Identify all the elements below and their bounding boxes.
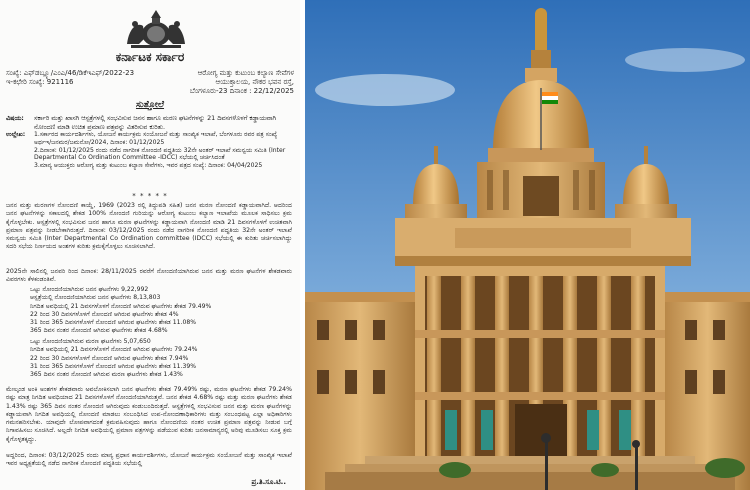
body-paragraph-4: ಅದ್ದರಿಂದ, ದಿನಾಂಕ: 03/12/2025 ರಂದು ಮಾನ್ಯ ಪ್ರಧಾನ ಕಾರ್ಯದರ್ಶಿಗಳು, ಯೋಜನೆ ಕಾರ್ಯಕ್ರಮ ಸಂಯೋಜನೆ ಮತ್ತು ಸಾಂಖ್ಯಿಕ ಇಲಾಖೆ ಇವರ ಅಧ್ಯಕ್ಷತೆಯಲ್ಲಿ ನಡೆದ ನಾಗರೀಕ ನೋಂದಣಿ ಪದ್ಧತಿಯ ಸಭೆಯಲ್ಲಿ <box>6 452 292 468</box>
signature-abbreviation: ಪ್ರ.ತಿ.ಸೂ.ಟಿ.. <box>251 478 286 486</box>
death-stat-item: ಒಟ್ಟು ನೋಂದಣಿಯಾಗಿರುವ ಮರಣ ಘಟನೆಗಳು 5,07,650 <box>30 338 151 345</box>
birth-stat-item: 365 ದಿವಸ ನಂತರ ನೋಂದಣಿ ಆಗಿರುವ ಘಟನೆಗಳು ಶೇಕಡ 4.68% <box>30 327 168 335</box>
efile-number: ಇ-ಕಛೇರಿ ಸಂಖ್ಯೆ: 921116 <box>6 78 74 86</box>
subject-block <box>6 114 294 131</box>
reference-item: 3.ಮಾನ್ಯ ಆಯುಕ್ತರು ಆರೋಗ್ಯ ಮತ್ತು ಕುಟುಂಬ ಕಲ್ಯಾಣ ಸೇವೆಗಳು, ಇವರ ಪತ್ರದ ಸಂಖ್ಯೆ: ದಿನಾಂಕ: 04/04/2025 <box>34 162 263 170</box>
body-paragraph-1: ಜನನ ಮತ್ತು ಮರಣಗಳ ನೋಂದಣಿ ಕಾಯ್ದೆ, 1969 (2023 ರಲ್ಲಿ ತಿದ್ದುಪಡಿ ಸಹಿತ) ಜನನ ಮರಣ ನೋಂದಣಿ ಕಡ್ಡಾಯವಾಗಿದೆ. ಆದರಿಂದ ಜನನ ಘಟನೆಗಳನ್ನು ಸಕಾಲದಲ್ಲಿ ಶೇಕಡ 100% ನೋಂದಣಿ ಗುರಿಯನ್ನು ಆರೋಗ್ಯ ಕುಟುಂಬ ಕಲ್ಯಾಣ ಇಲಾಖೆಯ ಮೂಲಕ ಸಾಧಿಸಲು ಕ್ರಮ ಕೈಗೊಳ್ಳಬೇಕು. ಆಸ್ಪತ್ರೆಗಳಲ್ಲಿ ಸಂಭವಿಸುವ ಜನನ ಹಾಗೂ ಮರಣ ಘಟನೆಗಳನ್ನು ಕಡ್ಡಾಯವಾಗಿ ನೋಂದಣಿ ಮಾಡಿ 21 ದಿವಸಗಳೊಳಗೆ ಉಚಿತವಾಗಿ ಪ್ರಮಾಣ ಪತ್ರವನ್ನು ನೀಡಬೇಕಾಗಿರುತ್ತದೆ. ದಿನಾಂಕ: 03/12/2025 ರಂದು ನಡೆದ ನಾಗರೀಕ ನೋಂದಣಿ ಪದ್ಧತಿಯ 32ನೇ ಅಂತರ್ ಇಲಾಖೆ ಸಮನ್ವಯ ಸಮಿತಿ (Inter Departmental Co Ordination committee (IDCC) ಸಭೆಯಲ್ಲಿ ಈ ಕುರಿತು ಚರ್ಚಿಸಲಾಗಿದ್ದು ಸದರಿ ಸಭೆಯ ನಿರ್ಣಯದ ಅಂಶಗಳ ಕುರಿತು ಕ್ರಮಕೈಗೊಳ್ಳಲು ಸೂಚಿಸಲಾಗಿದೆ. <box>6 202 292 251</box>
body-paragraph-2: 2025ನೇ ಸಾಲಿನಲ್ಲಿ ಜನವರಿ ರಿಂದ ದಿನಾಂಕ: 28/11/2025 ರವರೆಗೆ ನೋಂದಣಿಯಾಗಿರುವ ಜನನ ಮತ್ತು ಮರಣ ಘಟನೆಗಳ ಶೇಕಡವಾರು ವಿವರಗಳು ಕೆಳಕಂಡಂತಿವೆ. <box>6 268 292 284</box>
government-heading: ಕರ್ನಾಟಕ ಸರ್ಕಾರ <box>115 50 185 64</box>
subject-label: ವಿಷಯ: <box>6 114 24 122</box>
reference-row-2 <box>6 78 294 87</box>
reference-row-3 <box>6 87 294 96</box>
subject-text: ಸರ್ಕಾರಿ ಮತ್ತು ಖಾಸಗಿ ಆಸ್ಪತ್ರೆಗಳಲ್ಲಿ ಸಂಭವಿಸುವ ಜನನ ಹಾಗೂ ಮರಣ ಘಟನೆಗಳನ್ನು 21 ದಿವಸಗಳೊಳಗೆ ಕಡ್ಡಾಯವಾಗಿ ನೋಂದಣಿ ಮಾಡಿ ಉಚಿತ ಪ್ರಮಾಣ ಪತ್ರವನ್ನು ವಿತರಿಸುವ ಕುರಿತು. <box>34 114 276 131</box>
department-line-2: ಆಯುಕ್ತಾಲಯ, ನೌಕರ ಭವನ ರಸ್ತೆ, <box>215 78 294 86</box>
birth-stat-item: 22 ರಿಂದ 30 ದಿವಸಗಳೊಳಗೆ ನೋಂದಣಿ ಆಗಿರುವ ಘಟನೆಗಳು ಶೇಕಡ 4% <box>30 310 179 318</box>
death-stat-item: 365 ದಿವಸ ನಂತರ ನೋಂದಣಿ ಆಗಿರುವ ಮರಣ ಘಟನೆಗಳು ಶೇಕಡ 1.43% <box>30 371 183 379</box>
birth-statistics-list <box>30 286 290 336</box>
building-photo <box>305 0 750 490</box>
birth-stat-item: 31 ರಿಂದ 365 ದಿವಸಗಳೊಳಗೆ ನೋಂದಣಿ ಆಗಿರುವ ಘಟನೆಗಳು ಶೇಕಡ 11.08% <box>30 319 196 327</box>
references-label: ಉಲ್ಲೇಖ: <box>6 131 26 138</box>
body-paragraph-3: ಮೇಲ್ಕಂಡ ಅಂಕಿ ಅಂಶಗಳ ಶೇಕಡವಾರು ಅವಲೋಕಿಸಲಾಗಿ ಜನನ ಘಟನೆಗಳು ಶೇಕಡ 79.49% ರಷ್ಟು, ಮರಣ ಘಟನೆಗಳು ಶೇಕಡ 79.24% ರಷ್ಟು ಮಾತ್ರ ನಿಗದಿತ ಅವಧಿಯಾದ 21 ದಿವಸಗಳೊಳಗೆ ನೋಂದಣಿಯಾಗಿರುತ್ತವೆ. ಜನನ ಶೇಕಡ 4.68% ರಷ್ಟು ಮತ್ತು ಮರಣ ಘಟನೆಗಳು ಶೇಕಡ 1.43% ರಷ್ಟು 365 ದಿವಸ ನಂತರ ನೋಂದಣಿ ಆಗಿರುವುದು ಕಂಡುಬಂದಿರುತ್ತದೆ. ಆಸ್ಪತ್ರೆಗಳಲ್ಲಿ ಸಂಭವಿಸುವ ಜನನ ಮತ್ತು ಮರಣ ಘಟನೆಗಳನ್ನು ಕಡ್ಡಾಯವಾಗಿ ನಿಗದಿತ ಅವಧಿಯಲ್ಲಿ ನೋಂದಣಿ ಮಾಡಲು ಸಂಬಂಧಿಸಿದ ಉಪ-ನೋಂದಣಾಧಿಕಾರಿಗಳು ಮತ್ತು ಸಂಬಂಧಪಟ್ಟ ಎಲ್ಲಾ ಅಧಿಕಾರಿಗಳು ಗಮನಹರಿಸಬೇಕು. ಯಾವುದೇ ಲೋಪವಾಗದಂತೆ ಕ್ರಮವಹಿಸುವುದು ಹಾಗೂ ನೋಂದಣಿಯ ನಂತರ ಉಚಿತ ಪ್ರಮಾಣ ಪತ್ರವನ್ನು ನೀಡುವ ಬಗ್ಗೆ ನಿಗಾವಹಿಸಲು ಸೂಚಿಸಿದೆ. ಅಲ್ಲದೇ ನಿಗದಿತ ಅವಧಿಯಲ್ಲಿ ಪ್ರಮಾಣ ಪತ್ರಗಳನ್ನು ಪಡೆಯುವ ಕುರಿತು ಜನಸಾಮಾನ್ಯರಲ್ಲಿ ಅರಿವು ಮೂಡಿಸಲು ಸೂಕ್ತ ಕ್ರಮ ಕೈಗೊಳ್ಳತಕ್ಕದ್ದು. <box>6 386 292 443</box>
birth-stat-item: ಆಸ್ಪತ್ರೆಯಲ್ಲಿ ನೋಂದಣಿಯಾಗಿರುವ ಜನನ ಘಟನೆಗಳು 8,13,803 <box>30 294 161 302</box>
reference-number: ಸಂಖ್ಯೆ: ಎಫ್‌ಡಬ್ಲ್ಯೂ/ಎಂಎ/46/ಡಿಕೆಇಎಫ್/2022-23 <box>6 69 135 77</box>
death-statistics-list <box>30 338 290 379</box>
references-block <box>6 131 294 170</box>
death-stat-item: 22 ರಿಂದ 30 ದಿವಸಗಳೊಳಗೆ ನೋಂದಣಿ ಆಗಿರುವ ಘಟನೆಗಳು ಶೇಕಡ 7.94% <box>30 354 189 362</box>
legislature-building-image <box>305 0 750 490</box>
department-line-1: ಆರೋಗ್ಯ ಮತ್ತು ಕುಟುಂಬ ಕಲ್ಯಾಣ ಸೇವೆಗಳ <box>197 69 294 77</box>
reference-item: 2.ದಿನಾಂಕ: 01/12/2025 ರಂದು ನಡೆದ ನಾಗರೀಕ ನೋಂದಣಿ ಪದ್ಧತಿಯ 32ನೇ ಅಂತರ್ ಇಲಾಖೆ ಸಮನ್ವಯ ಸಮಿತಿ (Inter Departmental Co Ordination Committee -IDCC) ಸಭೆಯಲ್ಲಿ ಚರ್ಚಿಸಿದಂತೆ <box>34 146 286 162</box>
death-stat-item: 31 ರಿಂದ 365 ದಿವಸಗಳೊಳಗೆ ನೋಂದಣಿ ಆಗಿರುವ ಘಟನೆಗಳು ಶೇಕಡ 11.39% <box>30 362 196 370</box>
reference-item: 1.ಸರ್ಕಾರದ ಕಾರ್ಯದರ್ಶಿಗಳು, ಯೋಜನೆ ಕಾರ್ಯಕ್ರಮ ಸಂಯೋಜನೆ ಮತ್ತು ಸಾಂಖ್ಯಿಕ ಇಲಾಖೆ, ಬೆಂಗಳೂರು ರವರ ಪತ್ರ ಸಂಖ್ಯೆ ಅರ್ಥಇ/ಜನಮರ/ಜಮನೋ/2024, ದಿನಾಂಕ: 01/12/2025 <box>34 131 278 146</box>
circular-title: ಸುತ್ತೋಲೆ <box>135 100 165 110</box>
karnataka-emblem-icon <box>121 4 191 48</box>
issue-date: ಬೆಂಗಳೂರು-23 ದಿನಾಂಕ : 22/12/2025 <box>189 87 294 95</box>
birth-stat-item: ನಿಗದಿತ ಅವಧಿಯಲ್ಲಿ 21 ದಿವಸಗಳೊಳಗೆ ನೋಂದಣಿ ಆಗಿರುವ ಘಟನೆಗಳು ಶೇಕಡ 79.49% <box>30 302 212 310</box>
separator: * * * * * <box>132 192 168 200</box>
government-circular <box>0 0 300 490</box>
birth-stat-item: ಒಟ್ಟು ನೋಂದಣಿಯಾಗಿರುವ ಜನನ ಘಟನೆಗಳು 9,22,992 <box>30 286 149 293</box>
death-stat-item: ನಿಗದಿತ ಅವಧಿಯಲ್ಲಿ 21 ದಿವಸಗಳೊಳಗೆ ನೋಂದಣಿ ಆಗಿರುವ ಘಟನೆಗಳು 79.24% <box>30 346 198 354</box>
reference-row-1 <box>6 69 294 78</box>
